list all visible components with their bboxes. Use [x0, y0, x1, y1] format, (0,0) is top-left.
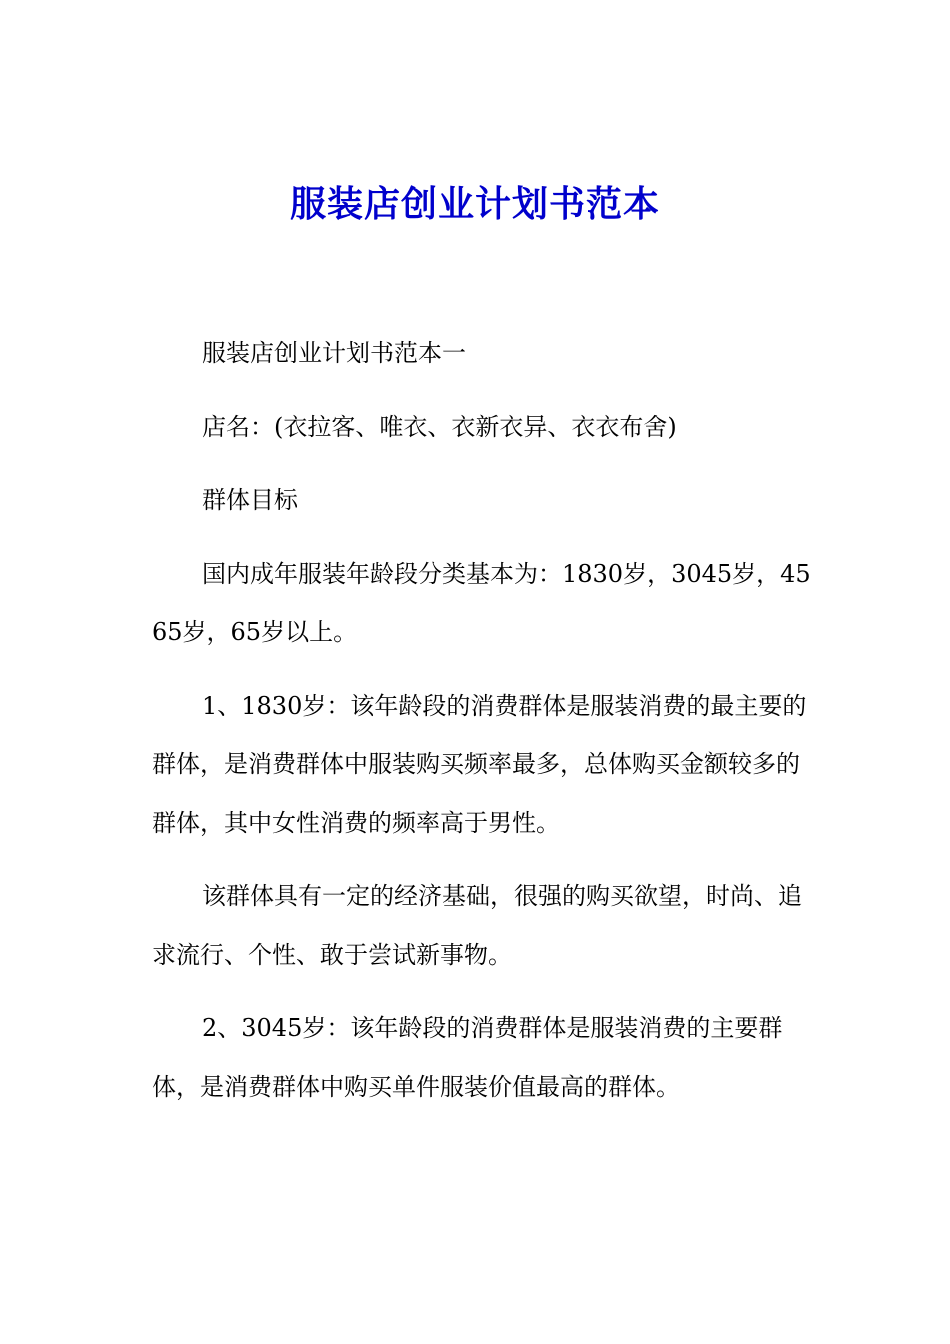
document-title: 服装店创业计划书范本 [289, 183, 660, 225]
paragraph-group-18-30-traits: 该群体具有一定的经济基础，很强的购买欲望，时尚、追求流行、个性、敢于尝试新事物。 [152, 882, 802, 969]
paragraph-group-30-45: 2、3045岁：该年龄段的消费群体是服装消费的主要群体，是消费群体中购买单件服装价值最高的群体。 [152, 1014, 783, 1101]
paragraph-subtitle: 服装店创业计划书范本一 [202, 339, 466, 367]
paragraph-store-names: 店名：(衣拉客、唯衣、衣新衣异、衣衣布舍) [202, 412, 677, 441]
paragraph-group-18-30: 1、1830岁：该年龄段的消费群体是服装消费的最主要的群体，是消费群体中服装购买频率最多，总体购买金额较多的群体，其中女性消费的频率高于男性。 [152, 691, 807, 837]
paragraph-age-groups: 国内成年服装年龄段分类基本为：1830岁，3045岁，4565岁，65岁以上。 [152, 559, 811, 646]
paragraph-target-group-heading: 群体目标 [202, 486, 298, 514]
document-body [152, 324, 812, 1131]
